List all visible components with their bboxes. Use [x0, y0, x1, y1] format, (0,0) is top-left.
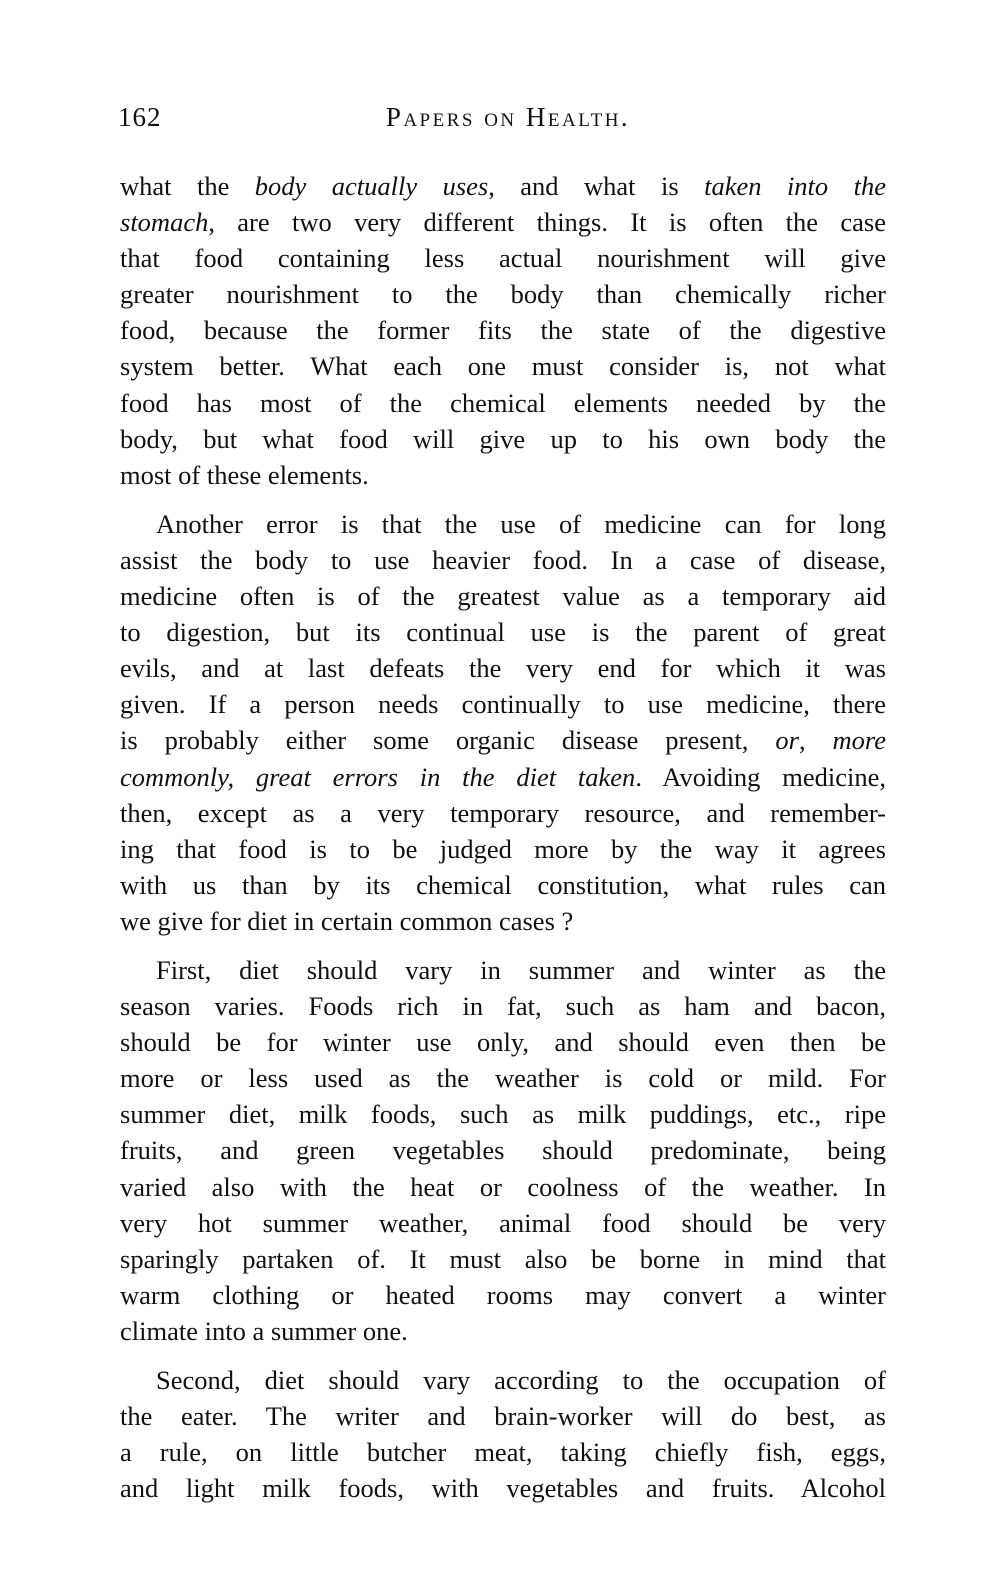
- text-line: [120, 1132, 886, 1168]
- text-run: ing that food is to be judged more by the way it agrees: [120, 833, 886, 864]
- text-line: [120, 1434, 886, 1470]
- text-run: , are two very different things. It is often the case: [208, 207, 886, 238]
- paragraph: [120, 952, 886, 1349]
- text-run: , and what is: [488, 171, 705, 201]
- text-line: [120, 722, 886, 758]
- italic-text: taken into the: [704, 171, 886, 201]
- text-line: [120, 240, 886, 276]
- text-line: [120, 1470, 886, 1506]
- text-run: and light milk foods, with vegetables and fruits. Alcohol: [120, 1473, 886, 1504]
- text-run: most of these elements.: [120, 459, 369, 490]
- italic-text: or: [775, 725, 799, 756]
- text-run: varied also with the heat or coolness of the weather. In: [120, 1171, 886, 1202]
- body-text: [120, 168, 886, 1506]
- text-line: [120, 1060, 886, 1096]
- text-run: . Avoiding medicine,: [635, 761, 886, 792]
- text-line: [120, 1024, 886, 1060]
- text-run: body, but what food will give up to his own body the: [120, 423, 886, 454]
- text-run: assist the body to use heavier food. In a case of disease,: [120, 544, 886, 575]
- text-run: given. If a person needs continually to use medicine, there: [120, 689, 886, 720]
- text-line: [120, 1362, 886, 1398]
- running-head: [118, 100, 886, 140]
- paragraph-gap: [120, 493, 886, 506]
- text-run: First, diet should vary in summer and winter as the: [156, 954, 886, 985]
- text-line: [120, 831, 886, 867]
- text-line: [120, 650, 886, 686]
- text-line: [120, 506, 886, 542]
- text-line: [120, 276, 886, 312]
- paragraph: [120, 168, 886, 493]
- text-run: to digestion, but its continual use is the parent of great: [120, 617, 886, 648]
- text-line: [120, 1096, 886, 1132]
- text-line: [120, 686, 886, 722]
- text-line: [120, 204, 886, 240]
- text-run: very hot summer weather, animal food should be very: [120, 1207, 886, 1238]
- text-line: [120, 421, 886, 457]
- text-run: with us than by its chemical constitution, what rules can: [120, 869, 886, 900]
- text-line: [120, 1169, 886, 1205]
- italic-text: commonly, great errors in the diet taken: [120, 761, 636, 792]
- text-line: [120, 312, 886, 348]
- text-line: [120, 867, 886, 903]
- text-line: [120, 614, 886, 650]
- text-run: evils, and at last defeats the very end for which it was: [120, 653, 886, 684]
- running-title: Papers on Health.: [385, 102, 631, 132]
- text-line: [120, 952, 886, 988]
- text-line: [120, 1205, 886, 1241]
- text-run: greater nourishment to the body than chemically richer: [120, 279, 886, 310]
- italic-text: body actually uses: [254, 171, 489, 201]
- text-run: warm clothing or heated rooms may convert a winter: [120, 1279, 886, 1310]
- text-line: [120, 168, 886, 204]
- text-run: then, except as a very temporary resource, and remember-: [120, 797, 886, 828]
- text-line: [120, 1313, 886, 1349]
- text-run: medicine often is of the greatest value as a temporary aid: [120, 581, 886, 612]
- text-line: [120, 385, 886, 421]
- text-run: fruits, and green vegetables should predominate, being: [120, 1135, 886, 1166]
- text-run: what the: [120, 171, 255, 201]
- page-number: 162: [118, 102, 162, 132]
- text-run: Another error is that the use of medicine can for long: [156, 508, 886, 539]
- text-line: [120, 1241, 886, 1277]
- text-run: a rule, on little butcher meat, taking chiefly fish, eggs,: [120, 1437, 886, 1468]
- text-line: [120, 348, 886, 384]
- text-run: we give for diet in certain common cases ?: [120, 905, 574, 936]
- text-line: [120, 759, 886, 795]
- text-line: [120, 1277, 886, 1313]
- italic-text: more: [832, 725, 887, 756]
- text-line: [120, 457, 886, 493]
- text-run: system better. What each one must consider is, not what: [120, 351, 886, 382]
- paragraph-gap: [120, 1349, 886, 1362]
- text-run: should be for winter use only, and should even then be: [120, 1027, 886, 1058]
- text-run: ,: [798, 725, 833, 756]
- text-line: [120, 795, 886, 831]
- text-run: food has most of the chemical elements needed by the: [120, 387, 886, 418]
- text-line: [120, 988, 886, 1024]
- italic-text: stomach: [120, 207, 209, 238]
- text-run: food, because the former fits the state of the digestive: [120, 315, 886, 346]
- paragraph: [120, 1362, 886, 1506]
- text-line: [120, 542, 886, 578]
- text-run: climate into a summer one.: [120, 1315, 408, 1346]
- paragraph: [120, 506, 886, 939]
- text-run: more or less used as the weather is cold or mild. For: [120, 1063, 886, 1094]
- paragraph-gap: [120, 939, 886, 952]
- text-run: sparingly partaken of. It must also be borne in mind that: [120, 1243, 886, 1274]
- text-run: that food containing less actual nourishment will give: [120, 243, 886, 274]
- text-line: [120, 903, 886, 939]
- text-line: [120, 1398, 886, 1434]
- text-run: the eater. The writer and brain-worker will do best, as: [120, 1401, 886, 1432]
- text-run: Second, diet should vary according to the occupation of: [156, 1365, 886, 1395]
- text-run: summer diet, milk foods, such as milk puddings, etc., ripe: [120, 1099, 886, 1130]
- text-run: season varies. Foods rich in fat, such as ham and bacon,: [120, 991, 886, 1022]
- text-run: is probably either some organic disease present,: [120, 725, 776, 756]
- text-line: [120, 578, 886, 614]
